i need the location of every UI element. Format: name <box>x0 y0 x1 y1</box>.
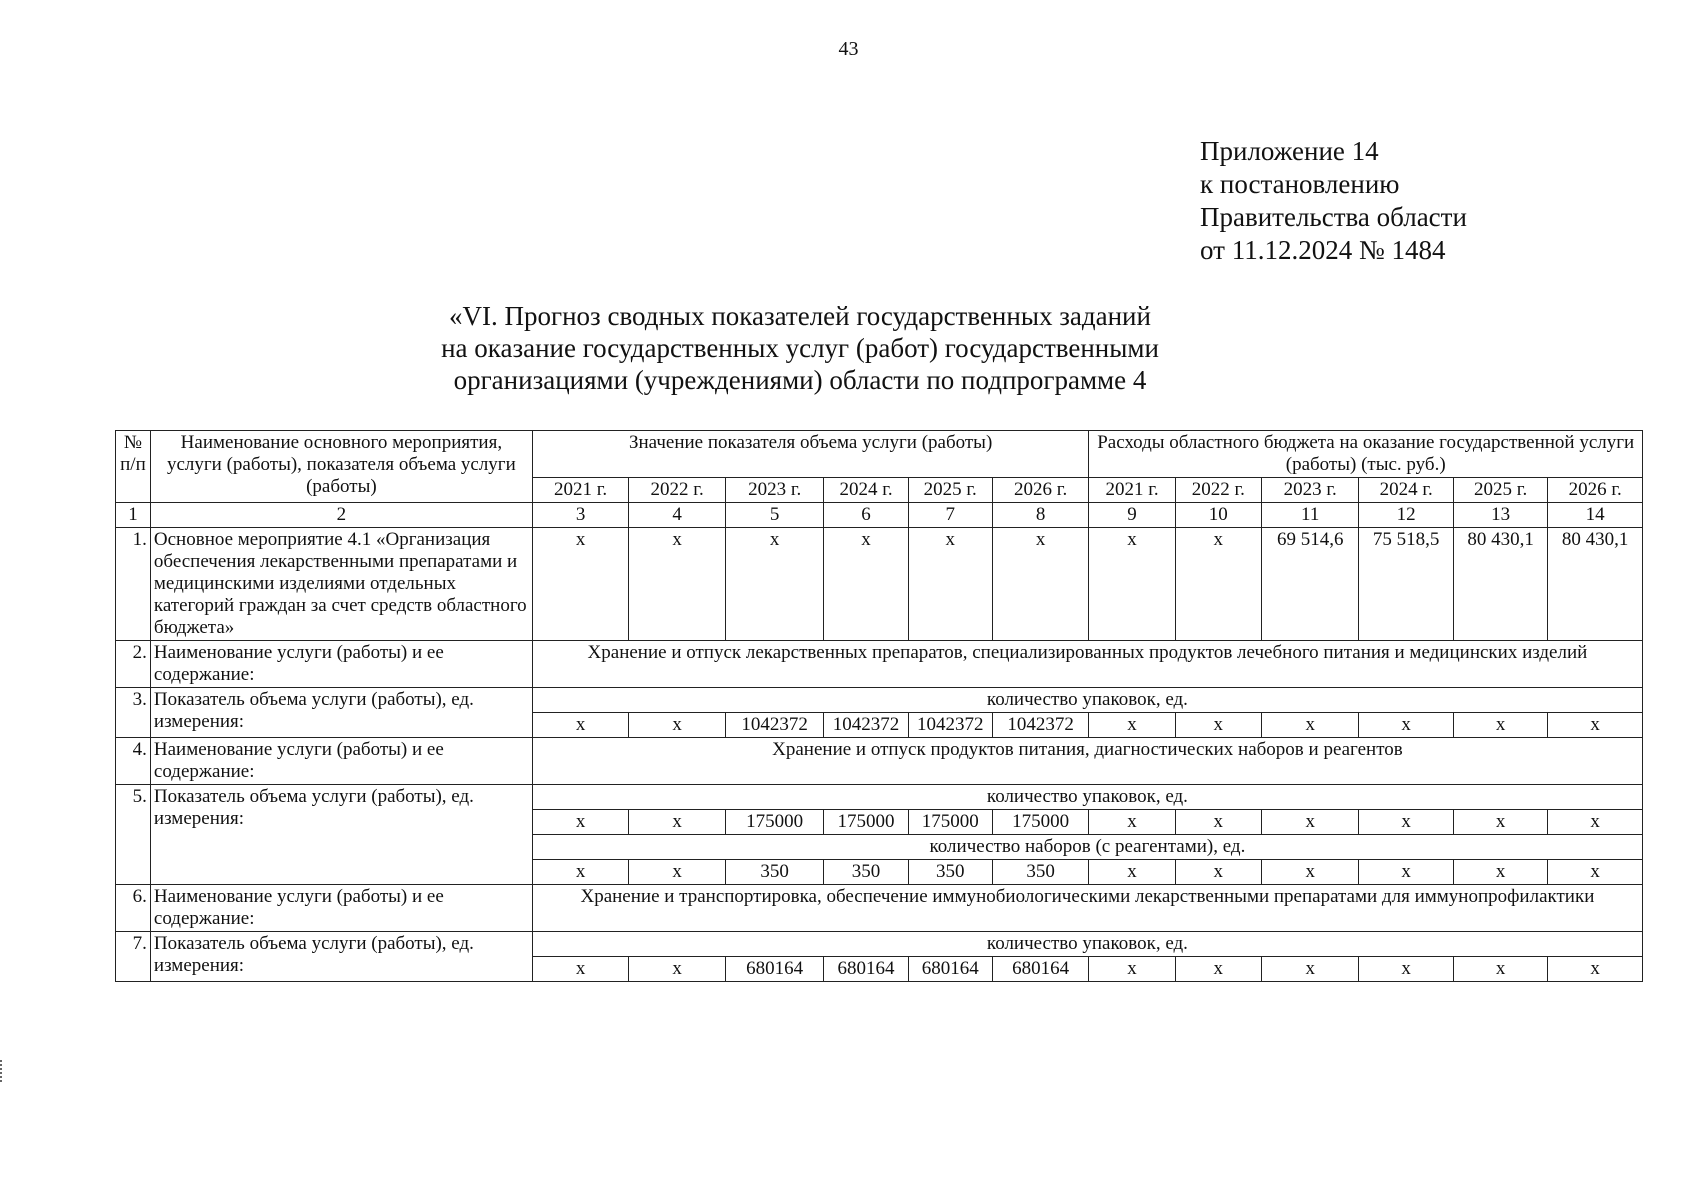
appendix-line-4: от 11.12.2024 № 1484 <box>1200 235 1446 265</box>
header-year: 2024 г. <box>824 478 908 503</box>
header-year: 2021 г. <box>1089 478 1175 503</box>
row-name: Наименование услуги (работы) и ее содержание: <box>150 738 532 785</box>
title-line-1: «VI. Прогноз сводных показателей государственных заданий <box>449 301 1151 331</box>
value-cell: x <box>1453 860 1547 885</box>
value-cell: 1042372 <box>725 713 824 738</box>
header-row-col-numbers <box>116 503 1643 528</box>
col-number: 3 <box>532 503 629 528</box>
value-cell: 350 <box>992 860 1089 885</box>
header-year: 2026 г. <box>992 478 1089 503</box>
header-name: Наименование основного мероприятия, услуги (работы), показателя объема услуги (работы) <box>150 431 532 503</box>
value-cell: 80 430,1 <box>1453 528 1547 641</box>
col-number: 1 <box>116 503 151 528</box>
forecast-table <box>115 430 1643 982</box>
scan-margin-mark <box>0 1060 6 1082</box>
table-row <box>116 528 1643 641</box>
value-cell: x <box>532 810 629 835</box>
appendix-line-3: Правительства области <box>1200 202 1467 232</box>
row-name: Наименование услуги (работы) и ее содержание: <box>150 641 532 688</box>
col-number: 6 <box>824 503 908 528</box>
value-cell: x <box>725 528 824 641</box>
row-name: Показатель объема услуги (работы), ед. измерения: <box>150 785 532 885</box>
row-number: 1. <box>116 528 151 641</box>
header-row-1 <box>116 431 1643 478</box>
value-cell: 69 514,6 <box>1261 528 1359 641</box>
value-cell: 175000 <box>725 810 824 835</box>
header-num: № п/п <box>116 431 151 503</box>
value-cell: x <box>629 957 726 982</box>
value-cell: x <box>908 528 992 641</box>
value-cell: 175000 <box>992 810 1089 835</box>
col-number: 12 <box>1359 503 1453 528</box>
value-cell: x <box>1261 713 1359 738</box>
row-number: 5. <box>116 785 151 885</box>
value-cell: 1042372 <box>908 713 992 738</box>
value-cell: x <box>1359 713 1453 738</box>
value-cell: x <box>992 528 1089 641</box>
row-name: Наименование услуги (работы) и ее содержание: <box>150 885 532 932</box>
col-number: 5 <box>725 503 824 528</box>
value-cell: x <box>629 810 726 835</box>
value-cell: x <box>1175 957 1261 982</box>
value-cell: x <box>1175 860 1261 885</box>
value-cell: x <box>532 957 629 982</box>
col-number: 2 <box>150 503 532 528</box>
value-cell: x <box>629 860 726 885</box>
page-number: 43 <box>838 38 859 60</box>
value-cell: x <box>1089 860 1175 885</box>
value-cell: x <box>1175 528 1261 641</box>
value-cell: 75 518,5 <box>1359 528 1453 641</box>
col-number: 9 <box>1089 503 1175 528</box>
value-cell: x <box>1548 713 1643 738</box>
service-content: Хранение и отпуск лекарственных препаратов, специализированных продуктов лечебного питания и медицинских изделий <box>532 641 1642 688</box>
header-year: 2023 г. <box>725 478 824 503</box>
row-number: 6. <box>116 885 151 932</box>
header-year: 2022 г. <box>1175 478 1261 503</box>
value-cell: x <box>1548 810 1643 835</box>
value-cell: x <box>1261 860 1359 885</box>
header-year: 2026 г. <box>1548 478 1643 503</box>
table-row <box>116 785 1643 810</box>
unit-label: количество упаковок, ед. <box>532 688 1642 713</box>
col-number: 10 <box>1175 503 1261 528</box>
table-row <box>116 932 1643 957</box>
row-number: 2. <box>116 641 151 688</box>
value-cell: x <box>1453 713 1547 738</box>
value-cell: 1042372 <box>824 713 908 738</box>
table-row <box>116 641 1643 688</box>
col-number: 8 <box>992 503 1089 528</box>
value-cell: x <box>1453 810 1547 835</box>
value-cell: 680164 <box>824 957 908 982</box>
value-cell: 175000 <box>908 810 992 835</box>
value-cell: 680164 <box>992 957 1089 982</box>
table-row <box>116 885 1643 932</box>
value-cell: x <box>1359 860 1453 885</box>
value-cell: x <box>532 860 629 885</box>
value-cell: 350 <box>908 860 992 885</box>
header-year: 2022 г. <box>629 478 726 503</box>
appendix-block <box>1200 135 1467 267</box>
col-number: 7 <box>908 503 992 528</box>
value-cell: x <box>1089 810 1175 835</box>
row-name: Показатель объема услуги (работы), ед. измерения: <box>150 688 532 738</box>
value-cell: x <box>532 713 629 738</box>
col-number: 14 <box>1548 503 1643 528</box>
title-line-2: на оказание государственных услуг (работ) государственными <box>441 333 1159 363</box>
value-cell: 80 430,1 <box>1548 528 1643 641</box>
table-row <box>116 738 1643 785</box>
value-cell: 175000 <box>824 810 908 835</box>
document-title <box>300 300 1300 396</box>
value-cell: x <box>629 528 726 641</box>
appendix-line-2: к постановлению <box>1200 169 1400 199</box>
value-cell: x <box>1261 810 1359 835</box>
row-number: 4. <box>116 738 151 785</box>
value-cell: x <box>1261 957 1359 982</box>
col-number: 11 <box>1261 503 1359 528</box>
value-cell: x <box>1359 957 1453 982</box>
title-line-3: организациями (учреждениями) области по подпрограмме 4 <box>453 365 1147 395</box>
row-number: 7. <box>116 932 151 982</box>
row-name: Показатель объема услуги (работы), ед. измерения: <box>150 932 532 982</box>
value-cell: x <box>824 528 908 641</box>
row-name: Основное мероприятие 4.1 «Организация обеспечения лекарственными препаратами и медицинскими изделиями отдельных категорий граждан за счет средств областного бюджета» <box>150 528 532 641</box>
unit-label: количество упаковок, ед. <box>532 932 1642 957</box>
value-cell: 350 <box>725 860 824 885</box>
value-cell: 680164 <box>725 957 824 982</box>
header-year: 2024 г. <box>1359 478 1453 503</box>
value-cell: x <box>1175 713 1261 738</box>
header-year: 2021 г. <box>532 478 629 503</box>
unit-label: количество упаковок, ед. <box>532 785 1642 810</box>
col-number: 4 <box>629 503 726 528</box>
value-cell: 1042372 <box>992 713 1089 738</box>
header-volume-group: Значение показателя объема услуги (работы) <box>532 431 1089 478</box>
unit-label: количество наборов (с реагентами), ед. <box>532 835 1642 860</box>
appendix-line-1: Приложение 14 <box>1200 136 1379 166</box>
table-row <box>116 688 1643 713</box>
header-year: 2025 г. <box>908 478 992 503</box>
service-content: Хранение и транспортировка, обеспечение иммунобиологическими лекарственными препаратами для иммунопрофилактики <box>532 885 1642 932</box>
value-cell: x <box>1548 957 1643 982</box>
header-year: 2025 г. <box>1453 478 1547 503</box>
value-cell: x <box>532 528 629 641</box>
value-cell: x <box>1089 528 1175 641</box>
value-cell: x <box>1089 713 1175 738</box>
value-cell: 350 <box>824 860 908 885</box>
service-content: Хранение и отпуск продуктов питания, диагностических наборов и реагентов <box>532 738 1642 785</box>
value-cell: 680164 <box>908 957 992 982</box>
row-number: 3. <box>116 688 151 738</box>
value-cell: x <box>1453 957 1547 982</box>
header-year: 2023 г. <box>1261 478 1359 503</box>
col-number: 13 <box>1453 503 1547 528</box>
header-expense-group: Расходы областного бюджета на оказание государственной услуги (работы) (тыс. руб.) <box>1089 431 1643 478</box>
value-cell: x <box>1175 810 1261 835</box>
value-cell: x <box>629 713 726 738</box>
value-cell: x <box>1359 810 1453 835</box>
value-cell: x <box>1548 860 1643 885</box>
value-cell: x <box>1089 957 1175 982</box>
